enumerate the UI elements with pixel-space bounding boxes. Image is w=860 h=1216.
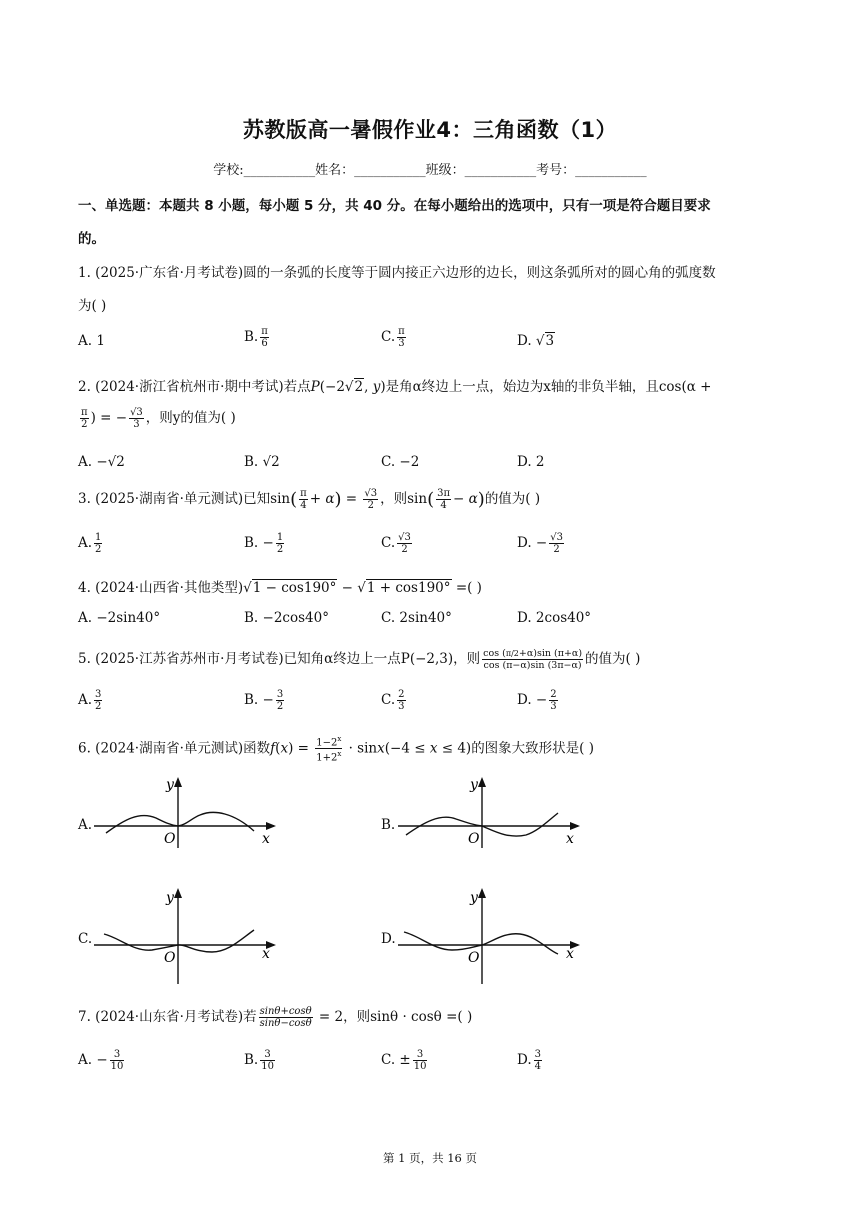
q7-option-b: B. $\frac{3}{10}$ <box>244 1049 274 1072</box>
q1-option-d: D. √3 <box>517 333 555 349</box>
question-7-text: 7. (2024·山东省·月考试卷)若 $\frac{\sin\theta+\cos\theta}{\sin\theta-\cos\theta}$ = 2，则sinθ · cosθ =( ) <box>78 1006 473 1029</box>
q2-option-d: D. 2 <box>517 454 545 470</box>
q2-option-a: A. −√2 <box>78 454 125 470</box>
q4-option-d: D. 2cos40° <box>517 610 592 626</box>
q6-option-d-graph <box>398 884 588 984</box>
q6-option-b-label: B. <box>381 817 396 833</box>
q5-option-a: A. $\frac{3}{2}$ <box>78 689 102 712</box>
svg-text:y: y <box>470 777 478 793</box>
page-footer: 第 1 页，共 16 页 <box>382 1151 478 1165</box>
q3-option-b: B. − $\frac{1}{2}$ <box>244 532 284 555</box>
q6-option-c-label: C. <box>78 931 93 947</box>
q6-option-c-graph <box>94 884 284 984</box>
q3-option-a: A. $\frac{1}{2}$ <box>78 532 102 555</box>
q6-option-a-graph <box>94 773 284 849</box>
q4-option-a: A. −2sin40° <box>78 610 161 626</box>
question-6-text: 6. (2024·湖南省·单元测试)函数f(x) = $\frac{1-2^x}{1+2^x}$ · sinx(−4 ≤ x ≤ 4)的图象大致形状是( ) <box>78 735 595 764</box>
svg-text:y: y <box>470 890 478 906</box>
q5-option-c: C. $\frac{2}{3}$ <box>381 689 405 712</box>
q5-option-b: B. − $\frac{3}{2}$ <box>244 689 284 712</box>
question-5-text: 5. (2025·江苏省苏州市·月考试卷)已知角α终边上一点P(−2,3)，则 $\frac{\cos (\pi/2+\alpha)\sin (\pi+\alpha)}{\cos (\pi-\alpha)\sin (3\pi-\alpha)}$ 的值为( ) <box>78 648 641 671</box>
svg-text:O: O <box>164 831 176 847</box>
q2-option-b: B. √2 <box>244 454 280 470</box>
question-4-text: 4. (2024·山西省·其他类型)√1 − cos190° − √1 + cos190° =( ) <box>78 580 482 596</box>
svg-text:x: x <box>566 831 574 847</box>
q4-option-b: B. −2cos40° <box>244 610 329 626</box>
question-2-text: 2. (2024·浙江省杭州市·期中考试)若点P(−2√2, y)是角α终边上一点，始边为x轴的非负半轴，且cos(α + <box>78 379 712 395</box>
question-1-text-cont: 为( ) <box>78 298 107 314</box>
q2-option-c: C. −2 <box>381 454 420 470</box>
svg-text:O: O <box>468 831 480 847</box>
q6-option-b-graph <box>398 773 588 849</box>
q3-option-d: D. − $\frac{√3}{2}$ <box>517 532 563 555</box>
q7-option-d: D. $\frac{3}{4}$ <box>517 1049 542 1072</box>
q7-option-c: C. ± $\frac{3}{10}$ <box>381 1049 427 1072</box>
svg-text:x: x <box>262 831 270 847</box>
q1-option-b: B. $\frac{\pi}{6}$ <box>244 326 268 349</box>
question-1-text: 1. (2025·广东省·月考试卷)圆的一条弧的长度等于圆内接正六边形的边长，则这条弧所对的圆心角的弧度数 <box>78 265 716 281</box>
q4-option-c: C. 2sin40° <box>381 610 452 626</box>
question-2-text-cont: $\frac{\pi}{2}$ ) = − $\frac{√3}{3}$ ，则y的值为( ) <box>81 407 236 430</box>
svg-text:O: O <box>468 950 480 966</box>
svg-text:y: y <box>166 777 174 793</box>
q1-option-c: C. $\frac{\pi}{3}$ <box>381 326 405 349</box>
section-heading-cont: 的。 <box>78 231 105 247</box>
svg-text:x: x <box>566 946 574 962</box>
q6-option-d-label: D. <box>381 931 396 947</box>
q7-option-a: A. − $\frac{3}{10}$ <box>78 1049 124 1072</box>
section-heading: 一、单选题：本题共 8 小题，每小题 5 分，共 40 分。在每小题给出的选项中，只有一项是符合题目要求 <box>78 198 711 214</box>
svg-text:O: O <box>164 950 176 966</box>
q3-option-c: C. $\frac{√3}{2}$ <box>381 532 411 555</box>
q1-option-a: A. 1 <box>78 333 105 349</box>
page-title: 苏教版高一暑假作业4：三角函数（1） <box>242 118 618 142</box>
question-3-text: 3. (2025·湖南省·单元测试)已知sin( $\frac{\pi}{4}$ + α) = $\frac{√3}{2}$ ，则sin( $\frac{3\pi}{4}$ − α)的值为( ) <box>78 488 541 511</box>
svg-text:y: y <box>166 890 174 906</box>
q6-option-a-label: A. <box>78 817 93 833</box>
svg-text:x: x <box>262 946 270 962</box>
q5-option-d: D. − $\frac{2}{3}$ <box>517 689 557 712</box>
student-info-line: 学校:___________姓名：___________班级：___________考号：___________ <box>213 163 647 178</box>
